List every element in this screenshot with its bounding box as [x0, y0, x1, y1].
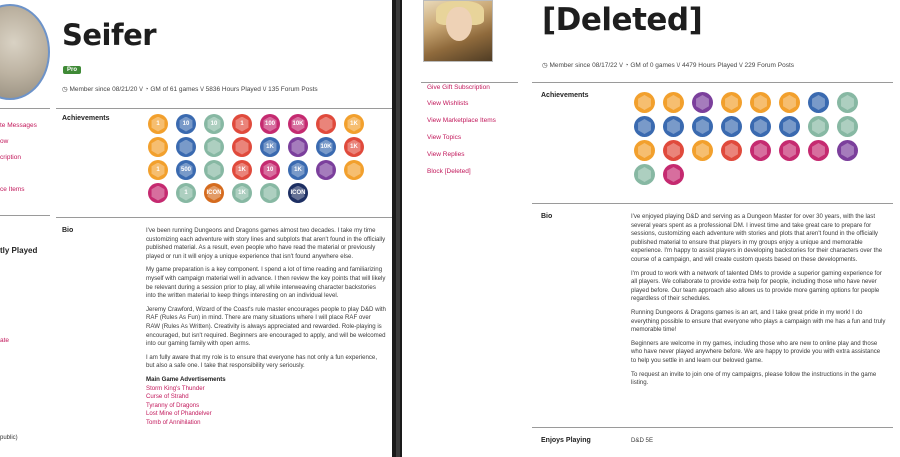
achievement-badge-icon[interactable]: [316, 137, 336, 157]
achievements-grid: [148, 114, 364, 203]
achievement-badge-label: 1K: [238, 167, 246, 173]
achievement-badge-icon[interactable]: [721, 92, 742, 113]
bio-text: [631, 213, 886, 393]
achievement-badge-label: 10: [266, 167, 274, 173]
pro-badge: Pro: [63, 66, 81, 74]
stats-divider: [56, 108, 392, 109]
achievement-badge-icon[interactable]: [692, 116, 713, 137]
achievement-badge-icon[interactable]: [288, 183, 308, 203]
achievement-badge-icon[interactable]: [316, 160, 336, 180]
bio-paragraph: I'm proud to work with a network of talented DMs to provide a superior gaming experience for all players. We collaborate to provide extra help for people, including those who have never played before. Our team approach also allows us to provide more gaming options for people regardless of their schedules.: [631, 269, 882, 303]
bio-paragraph: Jeremy Crawford, Wizard of the Coast's rule master encourages people to play D&D with RAF (Rules As Fun) in mind. There are many situations where I will place RAF over RAW (Rules As Written). Creativity is always appreciated and rewarded. Role-playing is encouraged, but isn't required. Beginners are encouraged to apply, and will be welcomed into our gaming family with open arms.: [146, 305, 386, 348]
achievement-badge-icon[interactable]: [176, 160, 196, 180]
achievement-badge-icon[interactable]: [288, 114, 308, 134]
sidebar-divider-2: [0, 215, 50, 216]
profile-avatar[interactable]: [423, 0, 493, 62]
achievement-badge-icon[interactable]: [288, 137, 308, 157]
achievement-badge-label: 1: [156, 167, 160, 173]
view-replies-link[interactable]: View Replies: [427, 151, 465, 158]
achievement-badge-label: 500: [180, 167, 191, 173]
adventures-heading: Main Game Advertisements: [146, 375, 226, 383]
stats-divider: [532, 82, 893, 83]
achievement-badge-label: 1K: [350, 121, 358, 127]
sidebar-divider: [421, 82, 518, 83]
achievement-badge-icon[interactable]: [750, 140, 771, 161]
bio-paragraph: Running Dungeons & Dragons games is an art, and I take great pride in my work! I do everything possible to ensure that everyone who plays a campaign with me has a fun and truly memorable time!: [631, 308, 886, 334]
avatar-face: [446, 7, 472, 41]
bio-paragraph: To request an invite to join one of my campaigns, please follow the instructions in the game listing.: [631, 370, 877, 387]
sidebar-link-follow[interactable]: ow: [0, 138, 9, 145]
achievement-badge-icon[interactable]: [837, 92, 858, 113]
view-topics-link[interactable]: View Topics: [427, 134, 462, 141]
adventure-link[interactable]: Storm King's Thunder: [146, 384, 205, 392]
view-marketplace-link[interactable]: View Marketplace Items: [427, 117, 496, 124]
achievement-badge-icon[interactable]: [148, 160, 168, 180]
achievement-badge-label: 10: [182, 121, 190, 127]
achievement-badge-icon[interactable]: [176, 183, 196, 203]
bio-paragraph: I am fully aware that my role is to ensure that everyone has not only a fun experience, but also a safe one. I take that responsibility very seriously.: [146, 353, 378, 370]
achievement-badge-icon[interactable]: [808, 92, 829, 113]
bio-divider: [532, 427, 893, 428]
enjoys-playing-value: D&D 5E: [631, 437, 654, 444]
achievement-badge-icon[interactable]: [663, 164, 684, 185]
achievement-badge-icon[interactable]: [808, 116, 829, 137]
achievement-badge-icon[interactable]: [779, 116, 800, 137]
achievement-badge-icon[interactable]: [232, 183, 252, 203]
profile-title: [Deleted]: [542, 2, 703, 38]
achievement-badge-label: ICON: [290, 190, 306, 196]
achievement-badge-icon[interactable]: [634, 164, 655, 185]
view-wishlists-link[interactable]: View Wishlists: [427, 100, 469, 107]
achievement-badge-icon[interactable]: [779, 92, 800, 113]
gift-subscription-link[interactable]: Give Gift Subscription: [427, 84, 490, 91]
achievement-badge-icon[interactable]: [721, 140, 742, 161]
achievements-divider: [532, 203, 893, 204]
achievement-badge-label: 1K: [238, 190, 246, 196]
achievement-badge-icon[interactable]: [176, 137, 196, 157]
adventure-link[interactable]: Lost Mine of Phandelver: [146, 410, 212, 418]
achievement-badge-icon[interactable]: [204, 160, 224, 180]
profile-stats: ◷ Member since 08/17/22 \/ ◔ GM of 0 games \/ 4479 Hours Played \/ 229 Forum Posts: [542, 62, 795, 69]
achievement-badge-icon[interactable]: [148, 183, 168, 203]
sidebar-link-subscription[interactable]: cription: [0, 154, 21, 161]
achievement-badge-icon[interactable]: [316, 114, 336, 134]
achievement-badge-icon[interactable]: [260, 160, 280, 180]
achievement-badge-icon[interactable]: [721, 116, 742, 137]
achievement-badge-icon[interactable]: [808, 140, 829, 161]
achievement-badge-label: 1: [240, 121, 244, 127]
achievement-badge-icon[interactable]: [837, 140, 858, 161]
achievement-badge-label: 10K: [320, 144, 332, 150]
achievement-badge-icon[interactable]: [750, 92, 771, 113]
achievement-badge-icon[interactable]: [148, 137, 168, 157]
profile-avatar[interactable]: [0, 4, 50, 100]
bio-paragraph: Beginners are welcome in my games, including those who are new to online play and those who have never played anywhere before. We are happy to provide you with extra assistance to help you settle in and learn our beloved game.: [631, 339, 881, 364]
achievement-badge-label: 1K: [266, 144, 274, 150]
adventure-link[interactable]: Curse of Strahd: [146, 393, 189, 401]
bio-paragraph: My game preparation is a key component. I spend a lot of time reading and familiarizing myself with campaign material well in advance. I then review the key points that will likely be relevant during a session prior to play, all while interweaving character backstories into the written material to keep things interesting on an individual level.: [146, 266, 386, 300]
sidebar-link-messages[interactable]: te Messages: [0, 122, 37, 129]
achievement-badge-icon[interactable]: [837, 116, 858, 137]
block-user-link[interactable]: Block [Deleted]: [427, 168, 471, 175]
bio-text: [146, 227, 386, 427]
achievement-badge-label: 1K: [350, 144, 358, 150]
achievement-badge-icon[interactable]: [204, 137, 224, 157]
sidebar-link-marketplace[interactable]: ce Items: [0, 186, 25, 193]
achievement-badge-icon[interactable]: [204, 183, 224, 203]
achievements-divider: [56, 217, 392, 218]
left-profile-window: [0, 0, 392, 457]
achievement-badge-icon[interactable]: [663, 140, 684, 161]
achievement-badge-icon[interactable]: [204, 114, 224, 134]
bio-paragraph: I've been running Dungeons and Dragons games almost two decades. I take my time customizing each adventure with story lines and subplots that aren't found in the officially published material. As a result, even people who have read the material or previously played or run it will enjoy a unique experience that isn't found anywhere else.: [146, 227, 386, 260]
achievement-badge-label: 10: [210, 121, 218, 127]
achievement-badge-icon[interactable]: [288, 160, 308, 180]
achievement-badge-label: 1K: [294, 167, 302, 173]
achievement-badge-label: 1: [184, 190, 188, 196]
achievement-badge-icon[interactable]: [692, 92, 713, 113]
achievement-badge-label: ICON: [206, 190, 222, 196]
achievement-badge-icon[interactable]: [692, 140, 713, 161]
achievements-label: Achievements: [62, 115, 110, 122]
achievement-badge-icon[interactable]: [779, 140, 800, 161]
bio-paragraph: I've enjoyed playing D&D and serving as a Dungeon Master for over 30 years, with the last several years spent as a professional DM. I invest time and take great care to prepare for sessions, customizing each adventure with stories and plots that aren't found in the officially published material to ensure that players in my groups enjoy a unique and memorable experience. I'm happy to assist players in developing backstories for their characters over the course of a campaign, and will create custom quests based on these developments.: [631, 213, 883, 263]
achievement-badge-icon[interactable]: [750, 116, 771, 137]
profile-stats: ◷ Member since 08/21/20 \/ ◔ GM of 61 games \/ 5836 Hours Played \/ 135 Forum Posts: [62, 86, 318, 93]
achievement-badge-icon[interactable]: [260, 137, 280, 157]
achievement-badge-icon[interactable]: [232, 137, 252, 157]
achievement-badge-label: 10K: [292, 121, 304, 127]
profile-title: Seifer: [62, 18, 157, 52]
achievements-grid: [634, 92, 858, 185]
achievement-badge-icon[interactable]: [260, 183, 280, 203]
achievement-badge-icon[interactable]: [344, 114, 364, 134]
achievement-badge-icon[interactable]: [232, 160, 252, 180]
achievement-badge-icon[interactable]: [176, 114, 196, 134]
achievement-badge-icon[interactable]: [634, 116, 655, 137]
enjoys-playing-label: Enjoys Playing: [541, 437, 591, 444]
sidebar-link-date[interactable]: ate: [0, 337, 10, 344]
achievement-badge-icon[interactable]: [344, 160, 364, 180]
adventure-link[interactable]: Tyranny of Dragons: [146, 401, 200, 409]
achievement-badge-icon[interactable]: [634, 92, 655, 113]
bio-label: Bio: [62, 227, 74, 234]
achievement-badge-icon[interactable]: [663, 92, 684, 113]
achievement-badge-label: 100: [264, 121, 275, 127]
bio-label: Bio: [541, 213, 553, 220]
achievement-badge-icon[interactable]: [663, 116, 684, 137]
achievements-label: Achievements: [541, 92, 589, 99]
achievement-badge-icon[interactable]: [232, 114, 252, 134]
recently-played-heading: tly Played: [0, 246, 38, 255]
achievement-badge-icon[interactable]: [634, 140, 655, 161]
adventure-link[interactable]: Tomb of Annihilation: [146, 418, 201, 426]
sidebar-footer-text: public): [0, 435, 18, 441]
achievement-badge-icon[interactable]: [260, 114, 280, 134]
sidebar-divider: [0, 108, 50, 109]
achievement-badge-label: 1: [156, 121, 160, 127]
window-divider: [396, 0, 400, 457]
achievement-badge-icon[interactable]: [344, 137, 364, 157]
achievement-badge-icon[interactable]: [148, 114, 168, 134]
